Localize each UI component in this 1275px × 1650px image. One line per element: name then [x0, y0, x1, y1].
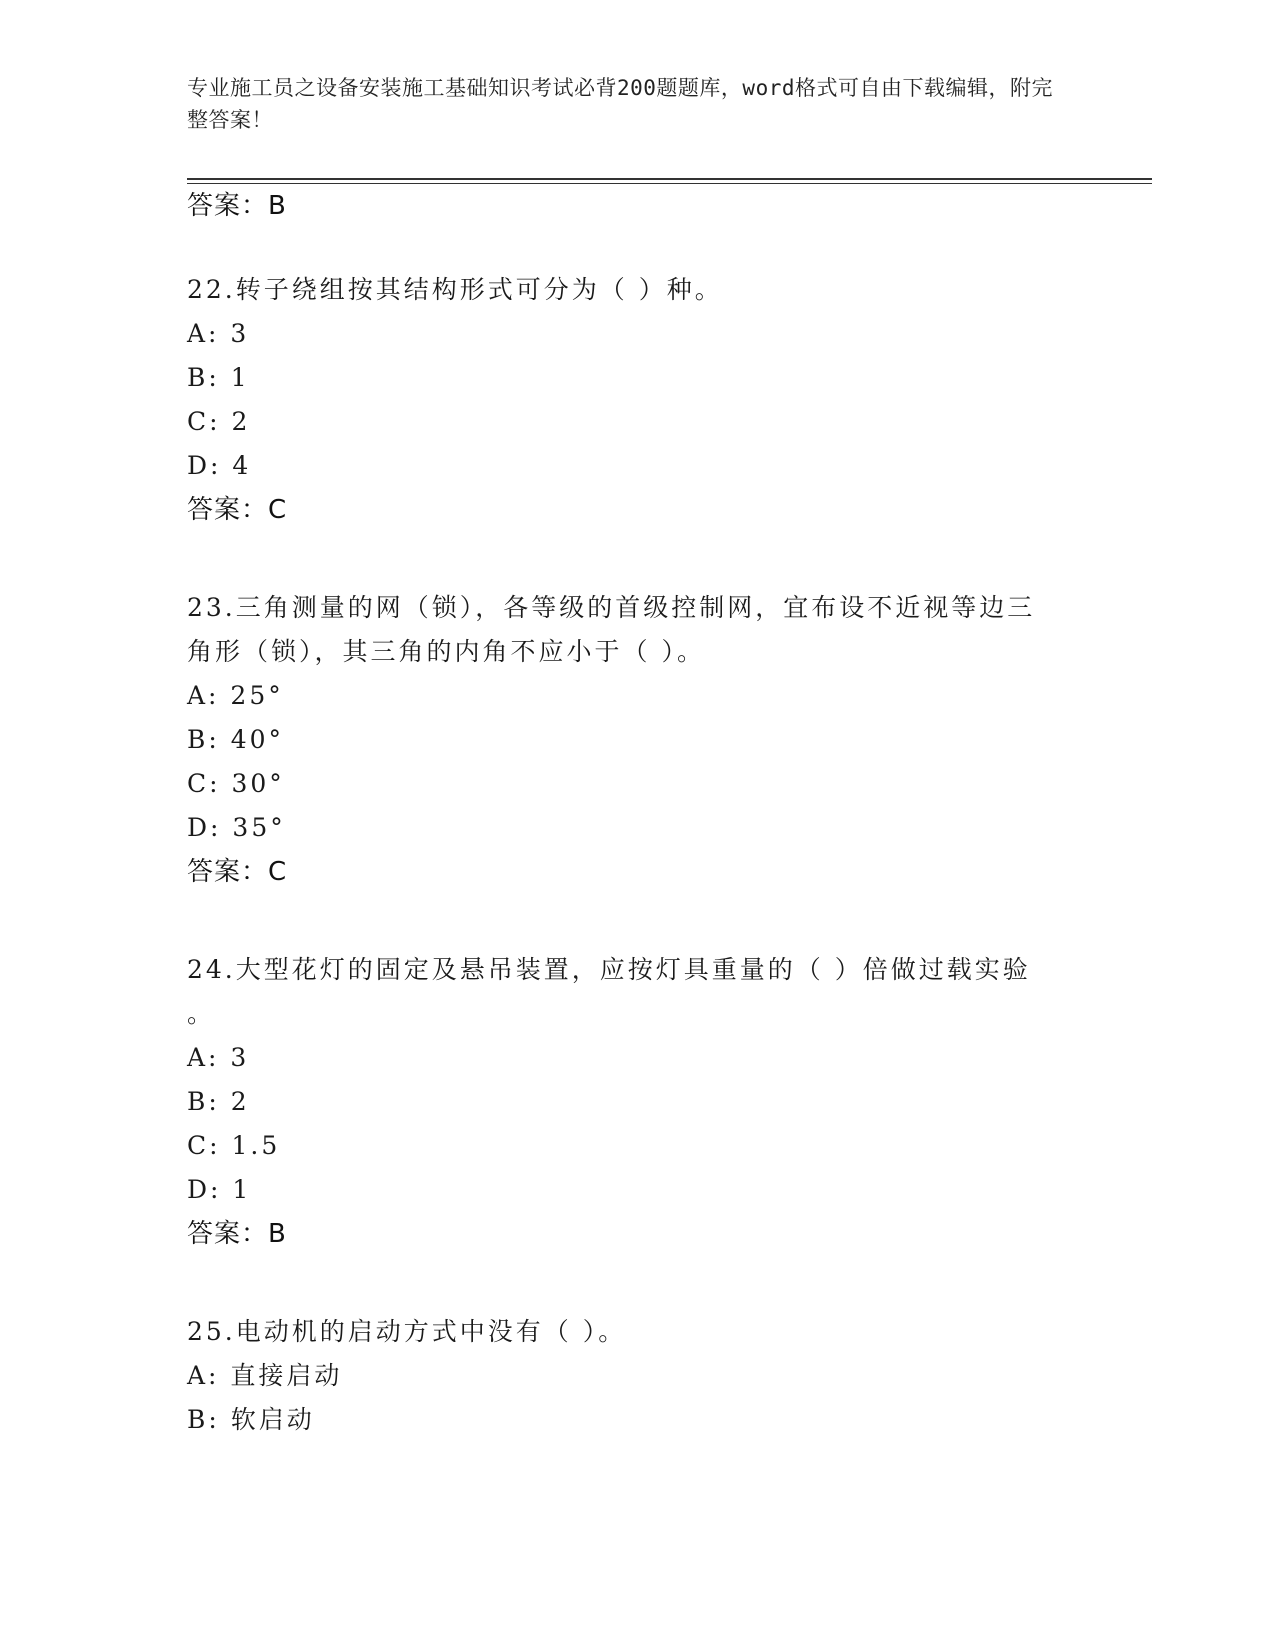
answer-line: 答案：C	[187, 857, 288, 887]
option-a: A: 3	[187, 319, 250, 348]
header-divider-thick	[187, 178, 1152, 180]
option-b: B: 2	[187, 1087, 250, 1116]
option-a: A: 25°	[187, 681, 284, 710]
question-stem: 24.大型花灯的固定及悬吊装置，应按灯具重量的（ ）倍做过载实验	[187, 955, 1031, 984]
option-d: D: 4	[187, 451, 252, 480]
option-b: B: 1	[187, 363, 250, 392]
question-stem-continued: 角形（锁），其三角的内角不应小于（ ）。	[187, 637, 705, 666]
question-stem: 25.电动机的启动方式中没有（ ）。	[187, 1317, 627, 1346]
option-b: B: 40°	[187, 725, 285, 754]
question-stem-continued: 。	[187, 999, 216, 1028]
option-a: A: 3	[187, 1043, 250, 1072]
option-c: C: 2	[187, 407, 251, 436]
question-stem: 23.三角测量的网（锁），各等级的首级控制网，宜布设不近视等边三	[187, 593, 1036, 622]
document-header: 专业施工员之设备安装施工基础知识考试必背200题题库，word格式可自由下载编辑，附完整答案！	[187, 76, 1053, 132]
option-b: B: 软启动	[187, 1405, 315, 1434]
option-d: D: 1	[187, 1175, 252, 1204]
option-c: C: 1.5	[187, 1131, 281, 1160]
option-c: C: 30°	[187, 769, 285, 798]
answer-line: 答案：B	[187, 1219, 287, 1249]
header-divider-thin	[187, 183, 1152, 184]
answer-line: 答案：C	[187, 495, 288, 525]
option-a: A: 直接启动	[187, 1361, 343, 1390]
question-stem: 22.转子绕组按其结构形式可分为（ ）种。	[187, 275, 723, 304]
answer-line: 答案：B	[187, 191, 287, 221]
option-d: D: 35°	[187, 813, 286, 842]
